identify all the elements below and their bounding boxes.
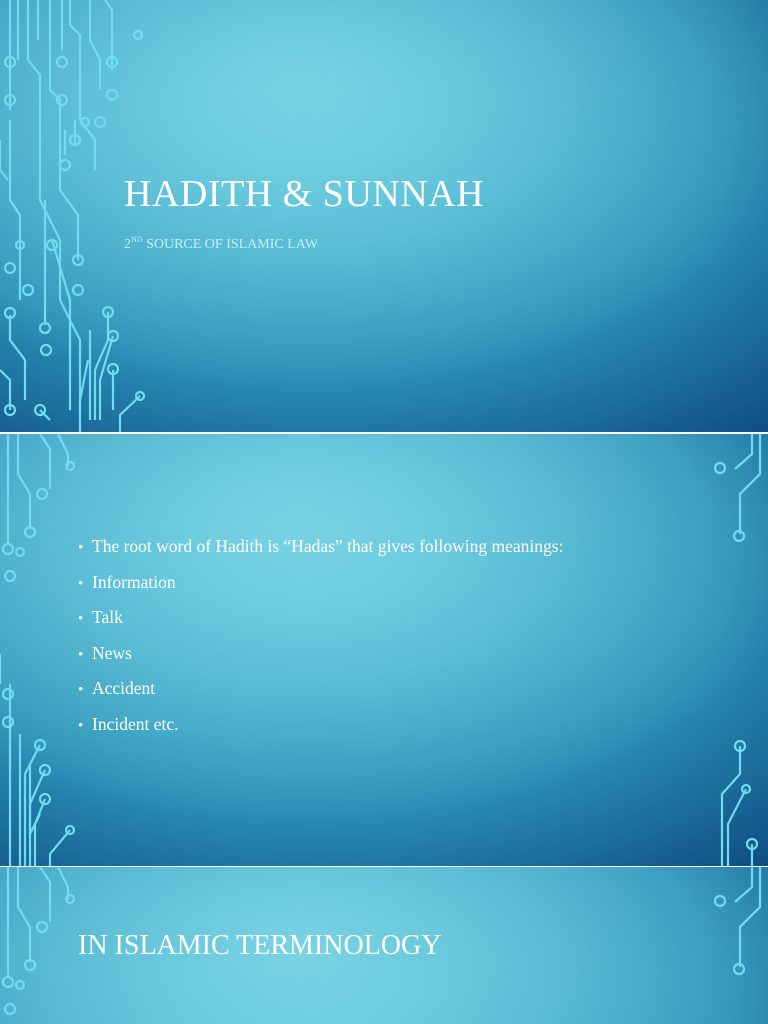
bullet-icon: • <box>78 575 84 592</box>
bullet-icon: • <box>78 646 84 663</box>
bullet-icon: • <box>78 717 84 734</box>
slide-subtitle: 2ND SOURCE OF ISLAMIC LAW <box>124 235 319 252</box>
slide-title-heading: HADITH & SUNNAH <box>124 173 485 215</box>
list-item: • Incident etc. <box>78 711 563 747</box>
list-item: • News <box>78 640 563 676</box>
slide-islamic-terminology <box>0 867 768 1024</box>
bullet-icon: • <box>78 611 84 628</box>
list-item: • Talk <box>78 604 563 640</box>
circuit-pattern-icon <box>0 0 160 432</box>
list-item: • The root word of Hadith is “Hadas” that gives following meanings: <box>78 533 563 569</box>
bullet-icon: • <box>78 682 84 699</box>
bullet-list <box>78 533 563 747</box>
bullet-icon: • <box>78 540 84 556</box>
slide-literal-meaning <box>0 434 768 866</box>
list-item: • Accident <box>78 675 563 711</box>
slide-heading: IN ISLAMIC TERMINOLOGY <box>78 930 442 961</box>
list-item: • Information <box>78 569 563 605</box>
slide-title <box>0 0 768 432</box>
